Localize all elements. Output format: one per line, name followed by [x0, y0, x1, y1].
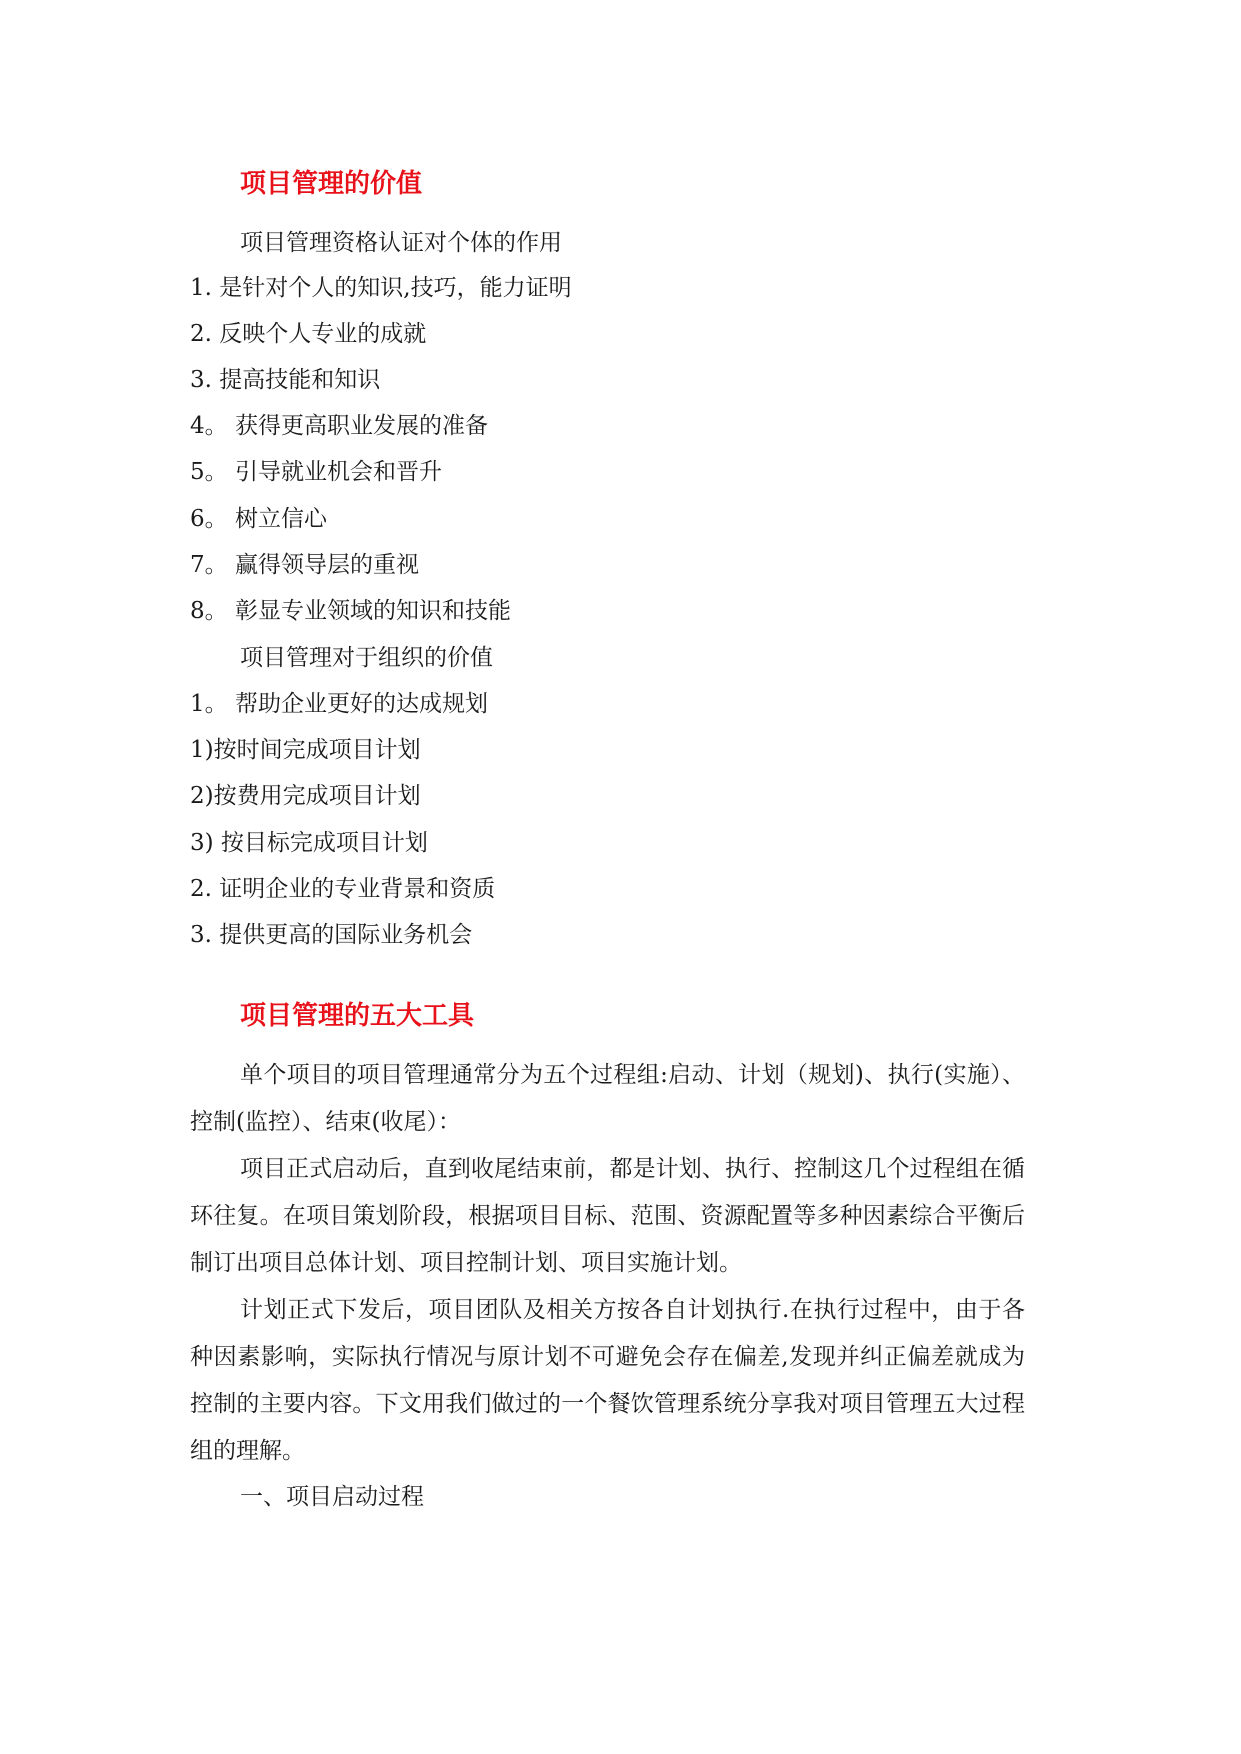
list-item: 1. 是针对个人的知识,技巧，能力证明 [190, 275, 572, 301]
subheading-initiation: 一、项目启动过程 [240, 1484, 424, 1510]
list-item: 2. 证明企业的专业背景和资质 [190, 876, 496, 902]
list-item: 2. 反映个人专业的成就 [190, 321, 427, 347]
list-item: 3. 提高技能和知识 [190, 367, 381, 393]
section-title-value: 项目管理的价值 [240, 169, 423, 199]
paragraph: 计划正式下发后，项目团队及相关方按各自计划执行.在执行过程中，由于各种因素影响，实际执行情况与原计划不可避免会存在偏差,发现并纠正偏差就成为控制的主要内容。下文用我们做过的一个餐饮管理系统分享我对项目管理五大过程组的理解。 [190, 1297, 1025, 1464]
paragraph: 单个项目的项目管理通常分为五个过程组:启动、计划（规划)、执行(实施）、控制(监控）、结束(收尾）： [190, 1062, 1025, 1135]
list-item: 1)按时间完成项目计划 [190, 737, 421, 763]
list-item: 2)按费用完成项目计划 [190, 783, 421, 809]
paragraph: 项目正式启动后，直到收尾结束前，都是计划、执行、控制这几个过程组在循环往复。在项目策划阶段，根据项目目标、范围、资源配置等多种因素综合平衡后制订出项目总体计划、项目控制计划、项目实施计划。 [190, 1156, 1025, 1276]
list-item: 8。 彰显专业领域的知识和技能 [190, 598, 511, 624]
list-item: 1。 帮助企业更好的达成规划 [190, 691, 488, 717]
list-item: 3) 按目标完成项目计划 [190, 830, 428, 856]
section-title-tools: 项目管理的五大工具 [240, 1001, 475, 1031]
individual-heading: 项目管理资格认证对个体的作用 [240, 230, 562, 256]
list-item: 3. 提供更高的国际业务机会 [190, 922, 473, 948]
list-item: 4。 获得更高职业发展的准备 [190, 413, 488, 439]
list-item: 6。 树立信心 [190, 506, 327, 532]
list-item: 7。 赢得领导层的重视 [190, 552, 419, 578]
org-heading: 项目管理对于组织的价值 [240, 645, 493, 671]
list-item: 5。 引导就业机会和晋升 [190, 459, 442, 485]
